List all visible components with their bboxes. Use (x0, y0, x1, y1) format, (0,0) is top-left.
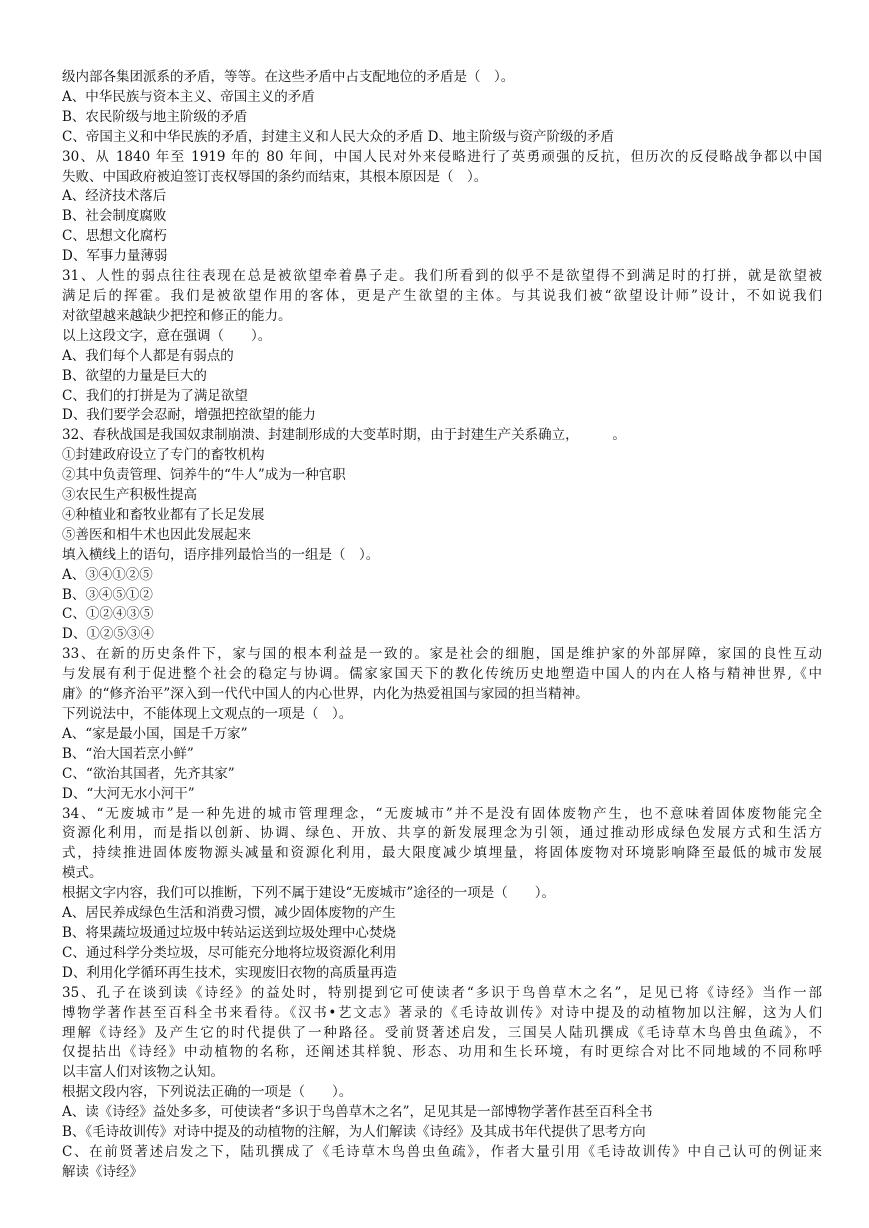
q34-stem: 式，持续推进固体废物源头减量和资源化利用，最大限度减少填埋量，将固体废物对环境影响降至最低的城市发展 (62, 845, 822, 862)
question-29-stem-end: 级内部各集团派系的矛盾，等等。在这些矛盾中占支配地位的矛盾是（ ）。 (62, 69, 515, 85)
q33-option-a: A、“家是最小国，国是千万家” (62, 725, 248, 742)
q35-option-b: B、《毛诗故训传》对诗中提及的动植物的注解，为人们解读《诗经》及其成书年代提供了思考方向 (62, 1124, 646, 1141)
q34-option-b: B、将果蔬垃圾通过垃圾中转站运送到垃圾处理中心焚烧 (62, 924, 396, 941)
q34-stem: 34、“无废城市”是一种先进的城市管理理念，“无废城市”并不是没有固体废物产生，也不意味着固体废物能完全 (62, 805, 822, 822)
q33-stem: 庸》的“修齐治平”深入到一代代中国人的内心世界，内化为热爱祖国与家园的担当精神。 (62, 686, 589, 703)
q35-option-a: A、读《诗经》益处多多，可使读者“多识于鸟兽草木之名”，足见其是一部博物学著作甚至百科全书 (62, 1104, 653, 1121)
q30-option-a: A、经济技术落后 (62, 188, 167, 205)
q32-item-3: ③农民生产积极性提高 (62, 487, 197, 504)
q34-stem: 资源化利用，而是指以创新、协调、绿色、开放、共享的新发展理念为引领，通过推动形成绿色发展方式和生活方 (62, 825, 822, 842)
q31-stem: 对欲望越来越缺少把控和修正的能力。 (62, 307, 292, 324)
q33-prompt: 下列说法中，不能体现上文观点的一项是（ ）。 (62, 706, 353, 722)
q32-option-d: D、①②⑤③④ (62, 626, 154, 643)
q33-stem: 33、在新的历史条件下，家与国的根本利益是一致的。家是社会的细胞，国是维护家的外部屏障，家国的良性互动 (62, 646, 822, 663)
q35-prompt: 根据文段内容，下列说法正确的一项是（ ）。 (62, 1084, 353, 1101)
q33-option-c: C、“欲治其国者，先齐其家” (62, 765, 235, 782)
q29-option-a: A、中华民族与资本主义、帝国主义的矛盾 (62, 88, 315, 105)
q35-stem: 以丰富人们对该物之认知。 (62, 1064, 224, 1081)
q33-option-d: D、“大河无水小河干” (62, 785, 195, 802)
q35-stem: 理解《诗经》及产生它的时代提供了一种路径。受前贤著述启发，三国吴人陆玑撰成《毛诗草木鸟兽虫鱼疏》，不 (62, 1024, 822, 1041)
q33-option-b: B、“治大国若烹小鲜” (62, 745, 194, 762)
q30-stem: 30、从 1840 年至 1919 年的 80 年间，中国人民对外来侵略进行了英勇顽强的反抗，但历次的反侵略战争都以中国 (62, 148, 822, 165)
q31-option-a: A、我们每个人都是有弱点的 (62, 347, 234, 364)
q34-option-a: A、居民养成绿色生活和消费习惯，减少固体废物的产生 (62, 905, 396, 922)
q30-option-d: D、军事力量薄弱 (62, 248, 168, 265)
q31-stem: 满足后的挥霍。我们是被欲望作用的客体，更是产生欲望的主体。与其说我们被“欲望设计师”设计，不如说我们 (62, 287, 822, 304)
q33-stem: 与发展有利于促进整个社会的稳定与协调。儒家家国天下的教化传统历史地塑造中国人的内在人格与精神世界,《中 (62, 666, 822, 683)
q32-prompt: 填入横线上的语句，语序排列最恰当的一组是（ ）。 (62, 546, 380, 563)
q29-option-c-d: C、帝国主义和中华民族的矛盾，封建主义和人民大众的矛盾 D、地主阶级与资产阶级的矛盾 (62, 128, 614, 145)
q30-stem: 失败、中国政府被迫签订丧权辱国的条约而结束，其根本原因是（ ）。 (62, 168, 488, 185)
q35-option-c: 解读《诗经》 (62, 1163, 143, 1180)
q32-option-a: A、③④①②⑤ (62, 566, 153, 583)
q34-option-d: D、利用化学循环再生技术，实现废旧衣物的高质量再造 (62, 964, 397, 981)
q31-option-d: D、我们要学会忍耐，增强把控欲望的能力 (62, 407, 316, 424)
q32-stem: 32、春秋战国是我国奴隶制崩溃、封建制形成的大变革时期，由于封建生产关系确立， 。 (62, 427, 626, 444)
q29-option-b: B、农民阶级与地主阶级的矛盾 (62, 108, 248, 125)
q34-stem: 模式。 (62, 865, 103, 882)
q30-option-b: B、社会制度腐败 (62, 208, 167, 225)
q32-item-1: ①封建政府设立了专门的畜牧机构 (62, 447, 265, 464)
q35-stem: 仅提拈出《诗经》中动植物的名称，还阐述其样貌、形态、功用和生长环境，有时更综合对比不同地域的不同称呼 (62, 1044, 822, 1061)
q31-option-c: C、我们的打拼是为了满足欲望 (62, 387, 248, 404)
q34-option-c: C、通过科学分类垃圾，尽可能充分地将垃圾资源化利用 (62, 944, 397, 961)
q32-item-5: ⑤善医和相牛术也因此发展起来 (62, 526, 251, 543)
q35-option-c: C、在前贤著述启发之下，陆玑撰成了《毛诗草木鸟兽虫鱼疏》，作者大量引用《毛诗故训传》中自己认可的例证来 (62, 1143, 822, 1160)
q34-prompt: 根据文字内容，我们可以推断，下列不属于建设“无废城市”途径的一项是（ ）。 (62, 885, 556, 902)
q32-option-b: B、③④⑤①② (62, 586, 153, 603)
q32-option-c: C、①②④③⑤ (62, 606, 154, 623)
exam-page (62, 68, 822, 1183)
q30-option-c: C、思想文化腐朽 (62, 228, 167, 245)
q35-stem: 35、孔子在谈到读《诗经》的益处时，特别提到它可使读者“多识于鸟兽草木之名”，足见已将《诗经》当作一部 (62, 984, 822, 1001)
q32-item-4: ④种植业和畜牧业都有了长足发展 (62, 506, 265, 523)
q31-stem: 31、人性的弱点往往表现在总是被欲望牵着鼻子走。我们所看到的似乎不是欲望得不到满足时的打拼，就是欲望被 (62, 268, 822, 285)
q31-option-b: B、欲望的力量是巨大的 (62, 367, 207, 384)
q31-prompt: 以上这段文字，意在强调（ ）。 (62, 327, 272, 344)
q35-stem: 博物学著作甚至百科全书来看待。《汉书•艺文志》著录的《毛诗故训传》对诗中提及的动植物加以注解，这为人们 (62, 1004, 822, 1021)
q32-item-2: ②其中负责管理、饲养牛的“牛人”成为一种官职 (62, 467, 346, 484)
